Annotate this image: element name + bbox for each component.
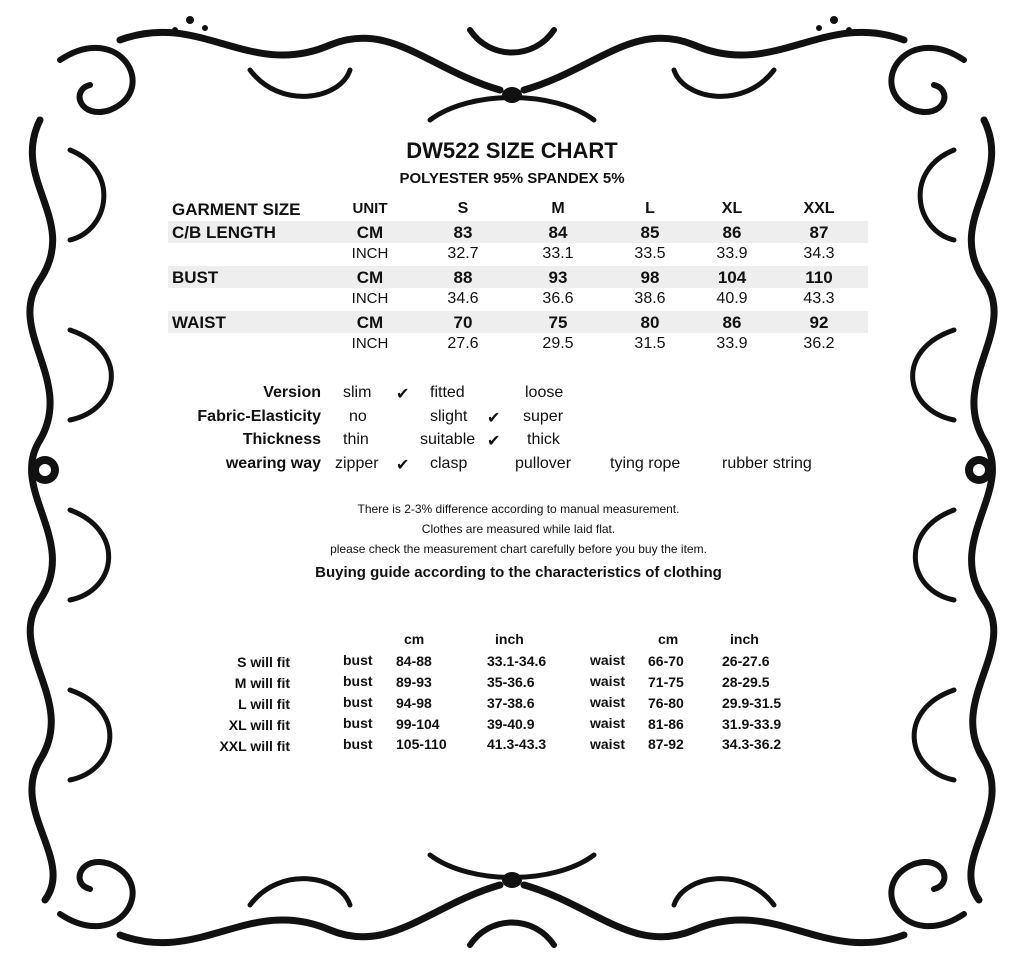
fit-waist-cm: 76-80 [648, 695, 684, 711]
bust-cm-xl: 104 [717, 268, 747, 287]
attr-option: slight [430, 408, 468, 425]
fit-waist-inch: 29.9-31.5 [722, 695, 782, 711]
cb-length-inch-xxl: 34.3 [803, 245, 835, 262]
unit-cm: CM [356, 313, 384, 332]
fit-bust-label: bust [343, 694, 373, 710]
fit-bust-inch: 41.3-43.3 [487, 736, 547, 752]
attr-label-version: Version [263, 384, 321, 401]
waist-cm-s: 70 [453, 313, 473, 332]
fit-col-inch: inch [495, 631, 524, 647]
row-label-waist: WAIST [172, 313, 226, 332]
cb-length-cm-m: 84 [548, 223, 568, 242]
cb-length-inch-l: 33.5 [634, 245, 666, 262]
note-line: please check the measurement chart carefully before you buy the item. [330, 542, 707, 556]
fit-waist-inch: 28-29.5 [722, 674, 770, 690]
row-label-cb-length: C/B LENGTH [172, 223, 276, 242]
unit-inch: INCH [351, 245, 389, 262]
attr-option: rubber string [722, 455, 812, 472]
bust-inch-xxl: 43.3 [803, 290, 835, 307]
chart-title: DW522 SIZE CHART [406, 138, 618, 163]
check-icon: ✔ [396, 457, 410, 474]
check-icon: ✔ [487, 433, 501, 450]
fit-label: L will fit [238, 696, 290, 712]
cb-length-inch-m: 33.1 [542, 245, 574, 262]
cb-length-cm-xxl: 87 [809, 223, 829, 242]
attr-label-fabric-elasticity: Fabric-Elasticity [197, 408, 321, 425]
bust-cm-s: 88 [453, 268, 473, 287]
attr-option: super [523, 408, 564, 425]
fit-bust-label: bust [343, 736, 373, 752]
fit-waist-label: waist [590, 652, 626, 668]
bust-inch-s: 34.6 [447, 290, 479, 307]
fit-bust-inch: 35-36.6 [487, 674, 535, 690]
attr-option: zipper [335, 455, 379, 472]
waist-inch-xl: 33.9 [716, 335, 748, 352]
header-unit: UNIT [352, 200, 388, 217]
waist-inch-xxl: 36.2 [803, 335, 835, 352]
waist-cm-m: 75 [548, 313, 568, 332]
fit-bust-cm: 84-88 [396, 653, 432, 669]
check-icon: ✔ [487, 410, 501, 427]
fit-waist-cm: 87-92 [648, 736, 684, 752]
attr-option: thick [527, 431, 560, 448]
cb-length-cm-xl: 86 [722, 223, 742, 242]
bottom-border-scrolls [120, 855, 904, 945]
fit-waist-label: waist [590, 736, 626, 752]
fit-bust-label: bust [343, 673, 373, 689]
fit-waist-cm: 81-86 [648, 716, 684, 732]
waist-inch-l: 31.5 [634, 335, 666, 352]
header-size-m: M [551, 200, 565, 217]
fabric-composition: POLYESTER 95% SPANDEX 5% [399, 170, 625, 187]
header-size-s: S [457, 200, 469, 217]
bust-inch-l: 38.6 [634, 290, 666, 307]
note-line: There is 2-3% difference according to manual measurement. [357, 502, 680, 516]
attr-label-wearing-way: wearing way [225, 455, 321, 472]
fit-bust-inch: 37-38.6 [487, 695, 535, 711]
attr-option: slim [343, 384, 372, 401]
fit-col-cm: cm [404, 631, 425, 647]
unit-inch: INCH [351, 335, 389, 352]
fit-bust-label: bust [343, 652, 373, 668]
fit-waist-cm: 66-70 [648, 653, 684, 669]
fit-col-inch: inch [730, 631, 759, 647]
attr-option: tying rope [610, 455, 681, 472]
header-size-xxl: XXL [803, 200, 835, 217]
bust-cm-xxl: 110 [805, 268, 833, 287]
waist-cm-xl: 86 [722, 313, 742, 332]
row-label-bust: BUST [172, 268, 219, 287]
fit-waist-label: waist [590, 694, 626, 710]
fit-waist-inch: 34.3-36.2 [722, 736, 782, 752]
fit-label: XXL will fit [219, 738, 290, 754]
header-size-l: L [645, 200, 655, 217]
bust-cm-l: 98 [640, 268, 660, 287]
check-icon: ✔ [396, 386, 410, 403]
fit-bust-cm: 99-104 [396, 716, 440, 732]
header-garment-size: GARMENT SIZE [172, 200, 301, 219]
fit-waist-inch: 31.9-33.9 [722, 716, 782, 732]
unit-inch: INCH [351, 290, 389, 307]
waist-cm-l: 80 [640, 313, 660, 332]
fit-bust-cm: 94-98 [396, 695, 432, 711]
attr-option: no [349, 408, 367, 425]
attr-option: clasp [430, 455, 468, 472]
note-line: Clothes are measured while laid flat. [421, 522, 616, 536]
fit-label: M will fit [234, 675, 290, 691]
attr-option: loose [525, 384, 564, 401]
fit-label: XL will fit [228, 717, 290, 733]
fit-bust-inch: 39-40.9 [487, 716, 535, 732]
attr-option: pullover [515, 455, 572, 472]
top-border-scrolls [120, 30, 904, 120]
cb-length-inch-xl: 33.9 [716, 245, 748, 262]
fit-bust-inch: 33.1-34.6 [487, 653, 547, 669]
fit-label: S will fit [237, 654, 290, 670]
attr-option: fitted [430, 384, 465, 401]
fit-waist-cm: 71-75 [648, 674, 684, 690]
waist-inch-s: 27.6 [447, 335, 479, 352]
cb-length-cm-l: 85 [640, 223, 660, 242]
attr-option: suitable [420, 431, 476, 448]
fit-col-cm: cm [658, 631, 679, 647]
fit-waist-label: waist [590, 673, 626, 689]
attr-option: thin [343, 431, 369, 448]
fit-bust-cm: 105-110 [396, 736, 447, 752]
fit-waist-inch: 26-27.6 [722, 653, 770, 669]
unit-cm: CM [356, 223, 384, 242]
fit-bust-cm: 89-93 [396, 674, 432, 690]
bust-inch-m: 36.6 [542, 290, 574, 307]
cb-length-inch-s: 32.7 [447, 245, 479, 262]
fit-waist-label: waist [590, 715, 626, 731]
header-size-xl: XL [721, 200, 743, 217]
fit-bust-label: bust [343, 715, 373, 731]
unit-cm: CM [356, 268, 384, 287]
waist-cm-xxl: 92 [809, 313, 829, 332]
bust-inch-xl: 40.9 [716, 290, 748, 307]
bust-cm-m: 93 [548, 268, 568, 287]
waist-inch-m: 29.5 [542, 335, 574, 352]
cb-length-cm-s: 83 [453, 223, 473, 242]
attr-label-thickness: Thickness [242, 431, 321, 448]
buying-guide-title: Buying guide according to the characteristics of clothing [315, 564, 722, 581]
